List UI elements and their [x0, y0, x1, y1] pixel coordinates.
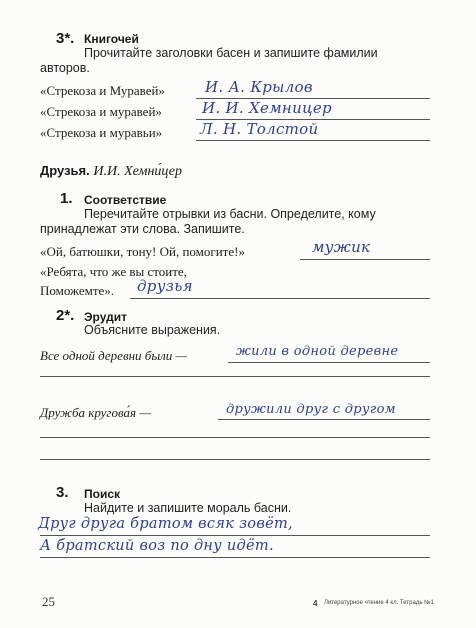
task-number: 3*. — [56, 30, 75, 47]
credit-text: Литературное чтение 4 кл. Тетрадь №1 — [324, 600, 434, 606]
task-instruction: Прочитайте заголовки басен и запишите фамилии — [84, 46, 378, 60]
handwritten-answer: И. А. Крылов — [205, 78, 313, 96]
task-number: 2*. — [56, 307, 75, 324]
task-instruction: Объясните выражения. — [84, 323, 221, 337]
expression: Дружба кругова́я — — [40, 405, 151, 420]
section-title — [40, 163, 182, 180]
handwritten-answer: А братский воз по дну идёт. — [40, 538, 274, 554]
task-instruction: принадлежат эти слова. Запишите. — [40, 222, 245, 236]
page-number: 25 — [42, 594, 55, 609]
handwritten-answer: Л. Н. Толстой — [200, 120, 319, 138]
task-title: Эрудит — [84, 310, 127, 324]
handwritten-answer: друзья — [137, 277, 193, 295]
section-name: Друзья. — [40, 163, 90, 178]
fable-title: «Стрекоза и Муравей» — [40, 83, 165, 98]
handwritten-answer: Друг друга братом всяк зовёт, — [38, 516, 293, 532]
fable-quote: Поможемте». — [40, 283, 115, 298]
credit-number: 4 — [313, 599, 318, 608]
answer-line — [196, 140, 430, 141]
answer-line — [218, 419, 430, 420]
handwritten-answer: дружили друг с другом — [226, 402, 396, 417]
answer-line — [40, 459, 430, 460]
task-instruction: Найдите и запишите мораль басни. — [84, 501, 292, 515]
task-title: Соответствие — [84, 193, 167, 207]
handwritten-answer: жили в одной деревне — [236, 344, 399, 359]
answer-line — [40, 535, 430, 536]
answer-line — [300, 259, 430, 260]
fable-title: «Стрекоза и муравьи» — [40, 125, 163, 140]
handwritten-answer: И. И. Хемницер — [202, 99, 332, 117]
answer-line — [40, 557, 430, 558]
fable-title: «Стрекоза и муравей» — [40, 104, 162, 119]
expression: Все одной деревни были — — [40, 348, 188, 363]
answer-line — [130, 298, 430, 299]
answer-line — [40, 376, 430, 377]
task-title: Книгочей — [84, 32, 139, 46]
task-title: Поиск — [84, 487, 121, 501]
task-instruction: авторов. — [40, 61, 90, 75]
task-number: 3. — [56, 484, 69, 501]
task-instruction: Перечитайте отрывки из басни. Определите, кому — [84, 207, 376, 221]
answer-line — [40, 437, 430, 438]
answer-line — [228, 362, 430, 363]
task-number: 1. — [60, 190, 73, 207]
fable-quote: «Ой, батюшки, тону! Ой, помогите!» — [40, 244, 245, 259]
fable-quote: «Ребята, что же вы стоите, — [40, 264, 187, 279]
handwritten-answer: мужик — [312, 238, 371, 256]
section-author: И.И. Хемни́цер — [93, 164, 182, 179]
